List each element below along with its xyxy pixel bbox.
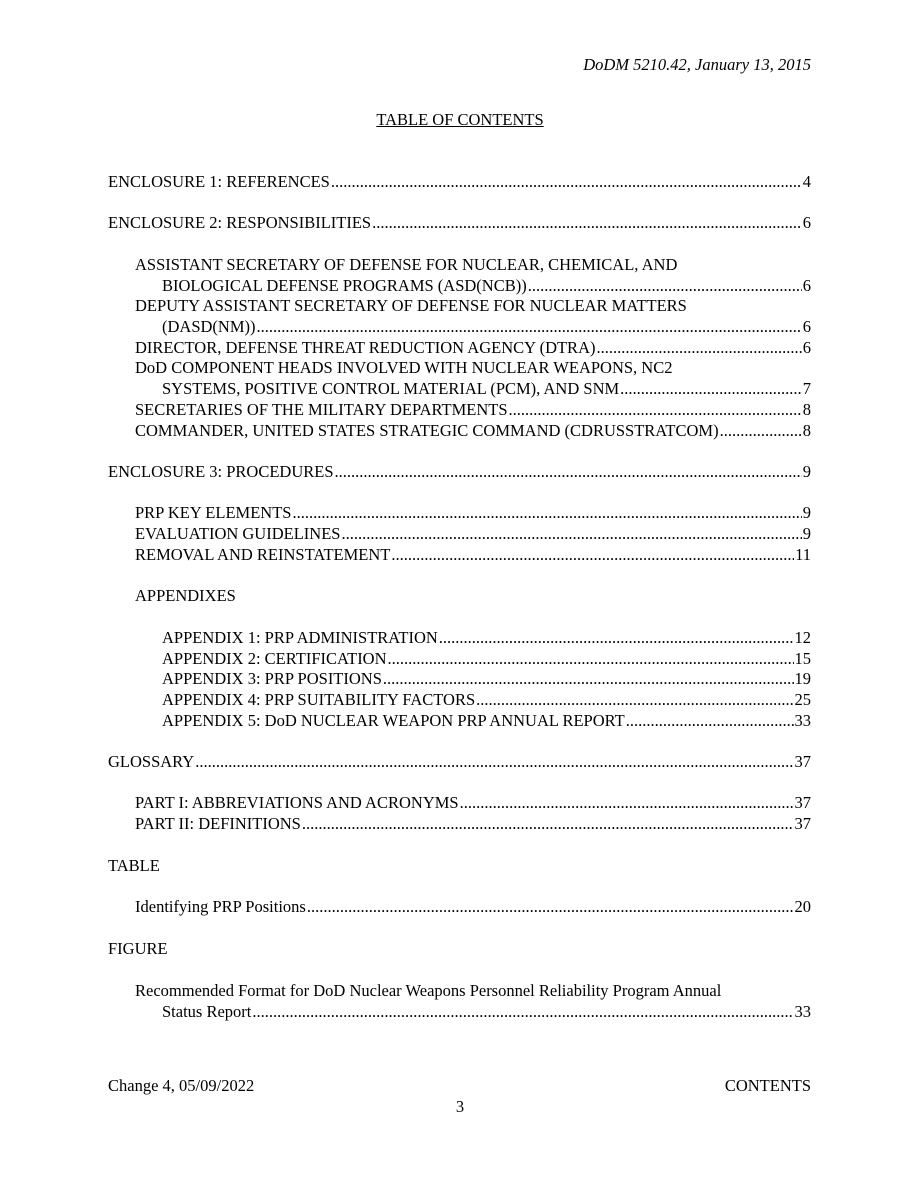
- toc-entry-part-2[interactable]: [135, 814, 811, 834]
- dot-leader: [292, 503, 801, 523]
- toc-entry-page: 4: [802, 172, 811, 191]
- toc-entry-page: 9: [802, 524, 811, 543]
- toc-entry-page: 6: [802, 317, 811, 336]
- toc-entry-label: PART II: DEFINITIONS: [135, 814, 301, 833]
- page-number: 3: [455, 1097, 465, 1116]
- toc-entry-label: BIOLOGICAL DEFENSE PROGRAMS (ASD(NCB)): [162, 276, 527, 295]
- toc-entry-page: 37: [794, 814, 811, 833]
- toc-entry-dasd-line1: DEPUTY ASSISTANT SECRETARY OF DEFENSE FOR NUCLEAR MATTERS: [135, 296, 687, 315]
- toc-entry-enclosure-1[interactable]: [108, 172, 811, 192]
- toc-entry-label: APPENDIX 5: DoD NUCLEAR WEAPON PRP ANNUAL REPORT: [162, 711, 625, 730]
- dot-leader: [331, 172, 802, 192]
- toc-entry-label: GLOSSARY: [108, 752, 195, 771]
- toc-entry-label: APPENDIX 1: PRP ADMINISTRATION: [162, 628, 438, 647]
- toc-entry-removal-reinstatement[interactable]: [135, 545, 811, 565]
- toc-entry-dod-components[interactable]: [162, 379, 811, 399]
- dot-leader: [460, 793, 794, 813]
- toc-entry-appendix-5[interactable]: [162, 711, 811, 731]
- dot-leader: [307, 897, 794, 917]
- toc-entry-page: 25: [794, 690, 811, 709]
- toc-entry-table-1[interactable]: [135, 897, 811, 917]
- toc-entry-figure-1[interactable]: [162, 1002, 811, 1022]
- toc-entry-page: 37: [794, 793, 811, 812]
- toc-entry-appendix-2[interactable]: [162, 649, 811, 669]
- document-header: DoDM 5210.42, January 13, 2015: [583, 55, 811, 74]
- toc-entry-enclosure-2[interactable]: [108, 213, 811, 233]
- dot-leader: [596, 338, 801, 358]
- dot-leader: [720, 421, 802, 441]
- toc-entry-label: ENCLOSURE 1: REFERENCES: [108, 172, 330, 191]
- toc-entry-page: 19: [794, 669, 811, 688]
- toc-heading-figure: FIGURE: [108, 939, 168, 958]
- dot-leader: [620, 379, 802, 399]
- dot-leader: [335, 462, 802, 482]
- toc-entry-page: 6: [802, 213, 811, 232]
- toc-entry-label: SECRETARIES OF THE MILITARY DEPARTMENTS: [135, 400, 508, 419]
- dot-leader: [476, 690, 793, 710]
- toc-entry-label: DIRECTOR, DEFENSE THREAT REDUCTION AGENCY (DTRA): [135, 338, 596, 357]
- toc-entry-figure-line1: Recommended Format for DoD Nuclear Weapons Personnel Reliability Program Annual: [135, 981, 722, 1000]
- toc-entry-page: 11: [795, 545, 811, 564]
- toc-entry-label: APPENDIX 3: PRP POSITIONS: [162, 669, 382, 688]
- toc-entry-page: 12: [794, 628, 811, 647]
- dot-leader: [341, 524, 801, 544]
- toc-entry-page: 33: [794, 711, 811, 730]
- toc-entry-label: APPENDIX 2: CERTIFICATION: [162, 649, 387, 668]
- dot-leader: [257, 317, 802, 337]
- dot-leader: [391, 545, 794, 565]
- toc-entry-prp-key-elements[interactable]: [135, 503, 811, 523]
- toc-entry-appendix-1[interactable]: [162, 628, 811, 648]
- footer-change: Change 4, 05/09/2022: [108, 1076, 255, 1095]
- toc-entry-label: Status Report: [162, 1002, 252, 1021]
- dot-leader: [195, 752, 793, 772]
- toc-entry-enclosure-3[interactable]: [108, 462, 811, 482]
- toc-entry-label: EVALUATION GUIDELINES: [135, 524, 341, 543]
- toc-entry-asd-line1: ASSISTANT SECRETARY OF DEFENSE FOR NUCLEAR, CHEMICAL, AND: [135, 255, 678, 274]
- toc-entry-dasd[interactable]: [162, 317, 811, 337]
- toc-entry-page: 8: [802, 400, 811, 419]
- toc-entry-label: COMMANDER, UNITED STATES STRATEGIC COMMAND (CDRUSSTRATCOM): [135, 421, 719, 440]
- dot-leader: [252, 1002, 793, 1022]
- toc-entry-asd[interactable]: [162, 276, 811, 296]
- dot-leader: [388, 649, 794, 669]
- toc-entry-page: 15: [794, 649, 811, 668]
- dot-leader: [383, 669, 794, 689]
- toc-entry-dod-line1: DoD COMPONENT HEADS INVOLVED WITH NUCLEAR WEAPONS, NC2: [135, 358, 673, 377]
- toc-entry-cdrusstratcom[interactable]: [135, 421, 811, 441]
- toc-entry-page: 9: [802, 462, 811, 481]
- toc-entry-label: PART I: ABBREVIATIONS AND ACRONYMS: [135, 793, 459, 812]
- dot-leader: [626, 711, 794, 731]
- toc-entry-evaluation-guidelines[interactable]: [135, 524, 811, 544]
- toc-entry-page: 9: [802, 503, 811, 522]
- toc-entry-page: 20: [794, 897, 811, 916]
- toc-entry-glossary[interactable]: [108, 752, 811, 772]
- toc-entry-appendix-4[interactable]: [162, 690, 811, 710]
- toc-entry-appendix-3[interactable]: [162, 669, 811, 689]
- toc-entry-label: APPENDIX 4: PRP SUITABILITY FACTORS: [162, 690, 476, 709]
- page-title: TABLE OF CONTENTS: [376, 110, 544, 129]
- toc-entry-page: 6: [802, 276, 811, 295]
- toc-entry-page: 33: [794, 1002, 811, 1021]
- toc-heading-appendixes: APPENDIXES: [135, 586, 236, 605]
- toc-entry-label: REMOVAL AND REINSTATEMENT: [135, 545, 391, 564]
- dot-leader: [372, 213, 802, 233]
- toc-heading-table: TABLE: [108, 856, 160, 875]
- toc-entry-label: ENCLOSURE 2: RESPONSIBILITIES: [108, 213, 372, 232]
- toc-entry-label: (DASD(NM)): [162, 317, 256, 336]
- toc-entry-label: ENCLOSURE 3: PROCEDURES: [108, 462, 334, 481]
- footer-section: CONTENTS: [724, 1076, 811, 1095]
- toc-entry-label: Identifying PRP Positions: [135, 897, 306, 916]
- toc-entry-page: 6: [802, 338, 811, 357]
- dot-leader: [528, 276, 802, 296]
- toc-entry-label: PRP KEY ELEMENTS: [135, 503, 292, 522]
- toc-entry-dtra[interactable]: [135, 338, 811, 358]
- toc-entry-secretaries[interactable]: [135, 400, 811, 420]
- dot-leader: [439, 628, 794, 648]
- toc-entry-page: 37: [794, 752, 811, 771]
- toc-entry-part-1[interactable]: [135, 793, 811, 813]
- dot-leader: [302, 814, 794, 834]
- toc-entry-page: 7: [802, 379, 811, 398]
- toc-entry-page: 8: [802, 421, 811, 440]
- toc-entry-label: SYSTEMS, POSITIVE CONTROL MATERIAL (PCM), AND SNM: [162, 379, 620, 398]
- dot-leader: [509, 400, 802, 420]
